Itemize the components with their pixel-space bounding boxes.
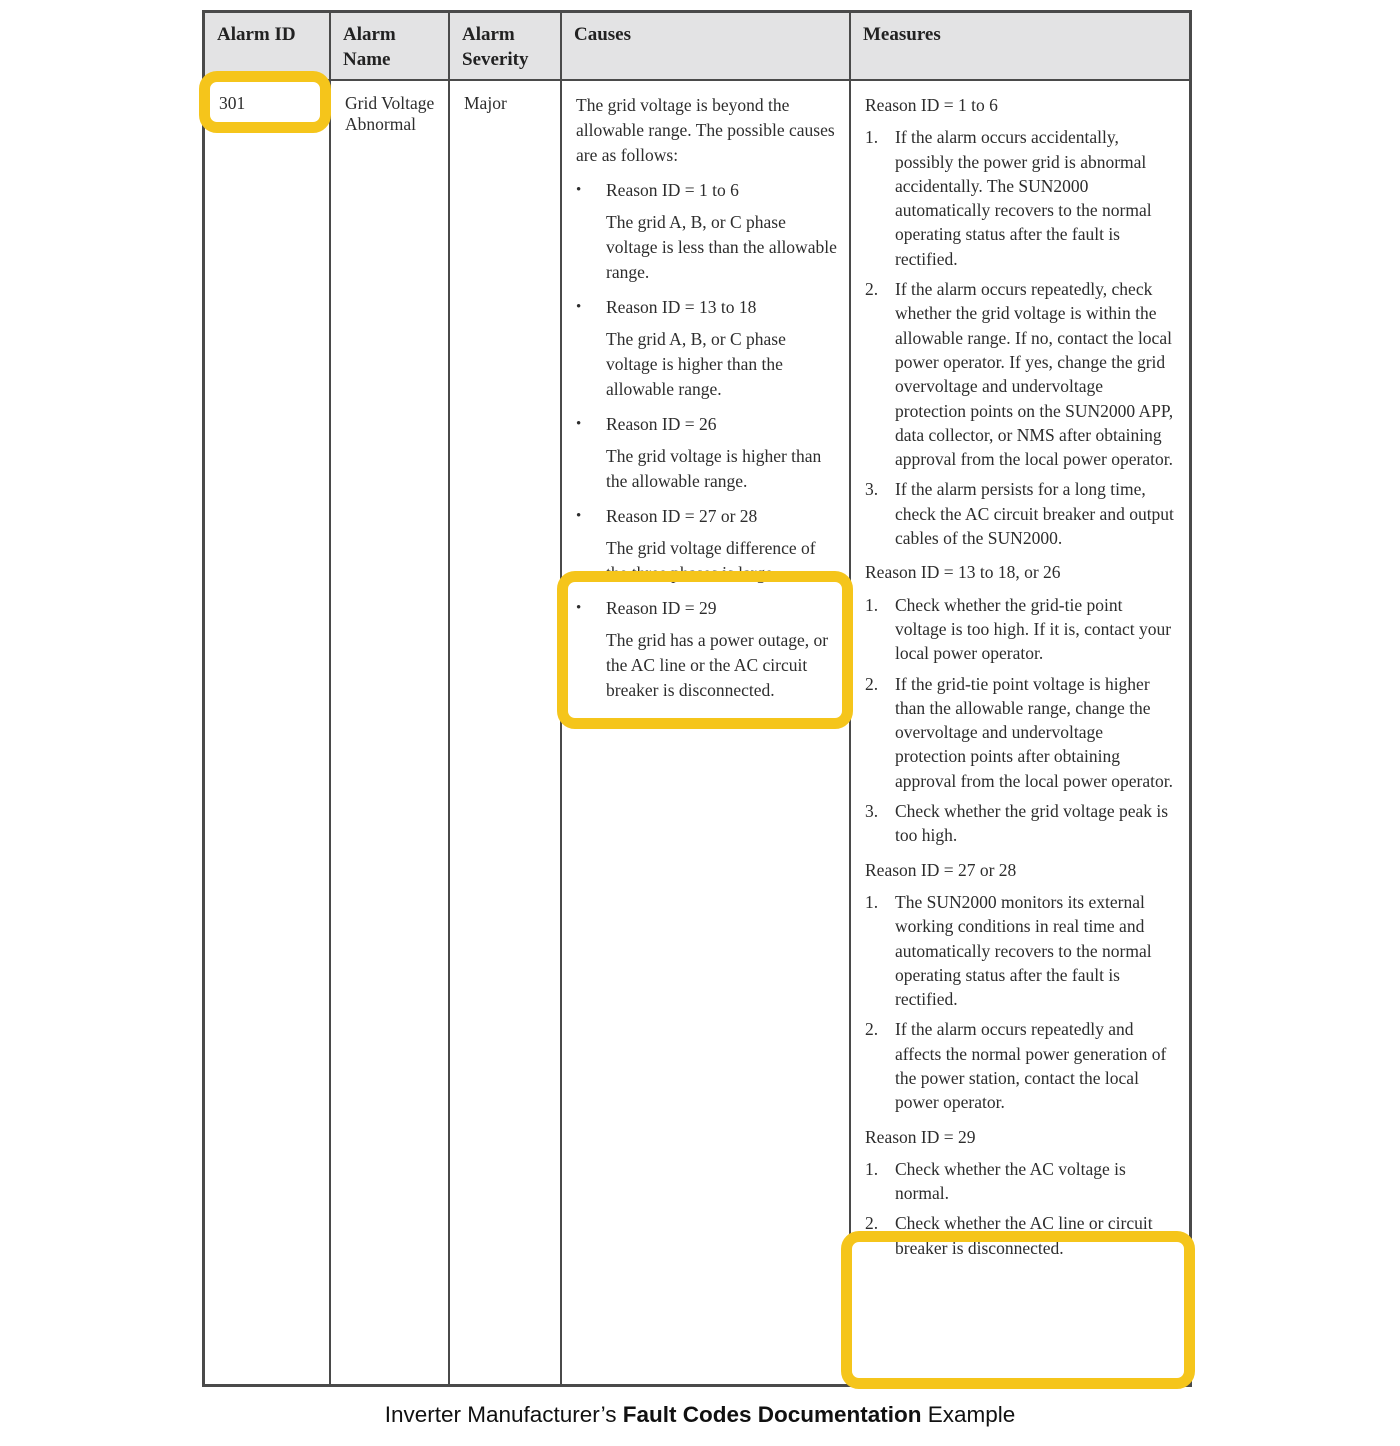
bullet-icon: • xyxy=(576,600,582,616)
cause-description: The grid voltage is higher than the allowable range. xyxy=(606,446,822,491)
cause-item-reason-29 xyxy=(576,596,837,703)
cause-item xyxy=(576,412,837,494)
step-number: 1. xyxy=(865,891,879,912)
bullet-icon: • xyxy=(576,182,582,198)
step-text: Check whether the AC line or circuit breaker is disconnected. xyxy=(895,1213,1153,1258)
step-text: The SUN2000 monitors its external working conditions in real time and automatically recovers to the normal operating status after the fault is rectified. xyxy=(895,891,1152,1010)
caption-prefix: Inverter Manufacturer’s xyxy=(384,1402,623,1427)
cell-causes xyxy=(562,81,851,1384)
cause-description: The grid A, B, or C phase voltage is less than the allowable range. xyxy=(606,212,837,282)
step-number: 1. xyxy=(865,127,879,148)
step-text: If the alarm persists for a long time, check the AC circuit breaker and output cables of the SUN2000. xyxy=(895,479,1174,549)
bullet-icon: • xyxy=(576,416,582,432)
cause-reason: Reason ID = 29 xyxy=(606,598,717,618)
cause-reason: Reason ID = 26 xyxy=(606,414,717,434)
cause-item xyxy=(576,178,837,285)
caption-bold: Fault Codes Documentation xyxy=(622,1402,922,1427)
measures-step xyxy=(865,593,1177,666)
measures-section xyxy=(865,560,1177,847)
cause-item xyxy=(576,504,837,586)
step-text: Check whether the grid voltage peak is too high. xyxy=(895,801,1169,846)
column-header-causes: Causes xyxy=(562,13,851,81)
cause-reason: Reason ID = 1 to 6 xyxy=(606,180,739,200)
measures-heading: Reason ID = 13 to 18, or 26 xyxy=(865,562,1061,583)
cause-description: The grid voltage difference of the three phases is large. xyxy=(606,538,816,583)
step-text: If the alarm occurs repeatedly and affects the normal power generation of the power station, contact the local power operator. xyxy=(895,1019,1167,1113)
measures-section xyxy=(865,858,1177,1115)
column-header-alarm-name: Alarm Name xyxy=(331,13,450,81)
measures-step xyxy=(865,277,1177,471)
column-header-alarm-id: Alarm ID xyxy=(205,13,331,81)
measures-heading: Reason ID = 1 to 6 xyxy=(865,95,998,115)
step-text: If the grid-tie point voltage is higher than the allowable range, change the overvoltage and undervoltage protection points after obtaining approval from the local power operator. xyxy=(895,673,1173,791)
step-number: 2. xyxy=(865,1019,879,1040)
step-number: 3. xyxy=(865,801,879,822)
measures-heading: Reason ID = 27 or 28 xyxy=(865,859,1017,880)
bullet-icon: • xyxy=(576,299,582,315)
step-number: 2. xyxy=(865,279,879,300)
figure-caption xyxy=(0,1402,1400,1428)
measures-step xyxy=(865,125,1177,271)
causes-intro: The grid voltage is beyond the allowable range. The possible causes are as follows: xyxy=(576,95,835,165)
cause-description: The grid A, B, or C phase voltage is higher than the allowable range. xyxy=(606,329,786,399)
step-text: Check whether the AC voltage is normal. xyxy=(895,1158,1126,1204)
bullet-icon: • xyxy=(576,508,582,524)
measures-heading: Reason ID = 29 xyxy=(865,1126,976,1147)
caption-suffix: Example xyxy=(921,1402,1016,1427)
step-text: Check whether the grid-tie point voltage is too high. If it is, contact your local power operator. xyxy=(895,594,1172,664)
measures-step xyxy=(865,1017,1177,1114)
measures-step xyxy=(865,477,1177,550)
step-number: 1. xyxy=(865,594,879,615)
cell-alarm-id: 301 xyxy=(205,81,331,1384)
cause-description: The grid has a power outage, or the AC line or the AC circuit breaker is disconnected. xyxy=(606,630,829,700)
cause-reason: Reason ID = 13 to 18 xyxy=(606,297,757,317)
measures-step xyxy=(865,890,1177,1011)
cell-alarm-name: Grid Voltage Abnormal xyxy=(331,81,450,1384)
measures-section-reason-29 xyxy=(865,1125,1177,1260)
step-text: If the alarm occurs accidentally, possibly the power grid is abnormal accidentally. The SUN2000 automatically recovers to the normal operating status after the fault is rectified. xyxy=(895,127,1152,269)
step-number: 1. xyxy=(865,1158,879,1179)
step-number: 2. xyxy=(865,1213,879,1234)
measures-step xyxy=(865,672,1177,793)
cause-item xyxy=(576,295,837,402)
step-text: If the alarm occurs repeatedly, check whether the grid voltage is within the allowable range. If no, contact the local power operator. If yes, change the grid overvoltage and undervoltage protection points on the SUN2000 APP, data collector, or NMS after obtaining approval from the local power operator. xyxy=(895,279,1174,470)
measures-step xyxy=(865,1157,1177,1206)
measures-section xyxy=(865,93,1177,550)
cell-measures xyxy=(851,81,1189,1384)
measures-step xyxy=(865,799,1177,848)
column-header-measures: Measures xyxy=(851,13,1189,81)
measures-step xyxy=(865,1211,1177,1260)
fault-codes-table xyxy=(202,10,1192,1387)
cell-alarm-severity: Major xyxy=(450,81,562,1384)
step-number: 2. xyxy=(865,673,879,694)
cause-reason: Reason ID = 27 or 28 xyxy=(606,506,758,526)
step-number: 3. xyxy=(865,479,879,500)
column-header-alarm-severity: Alarm Severity xyxy=(450,13,562,81)
